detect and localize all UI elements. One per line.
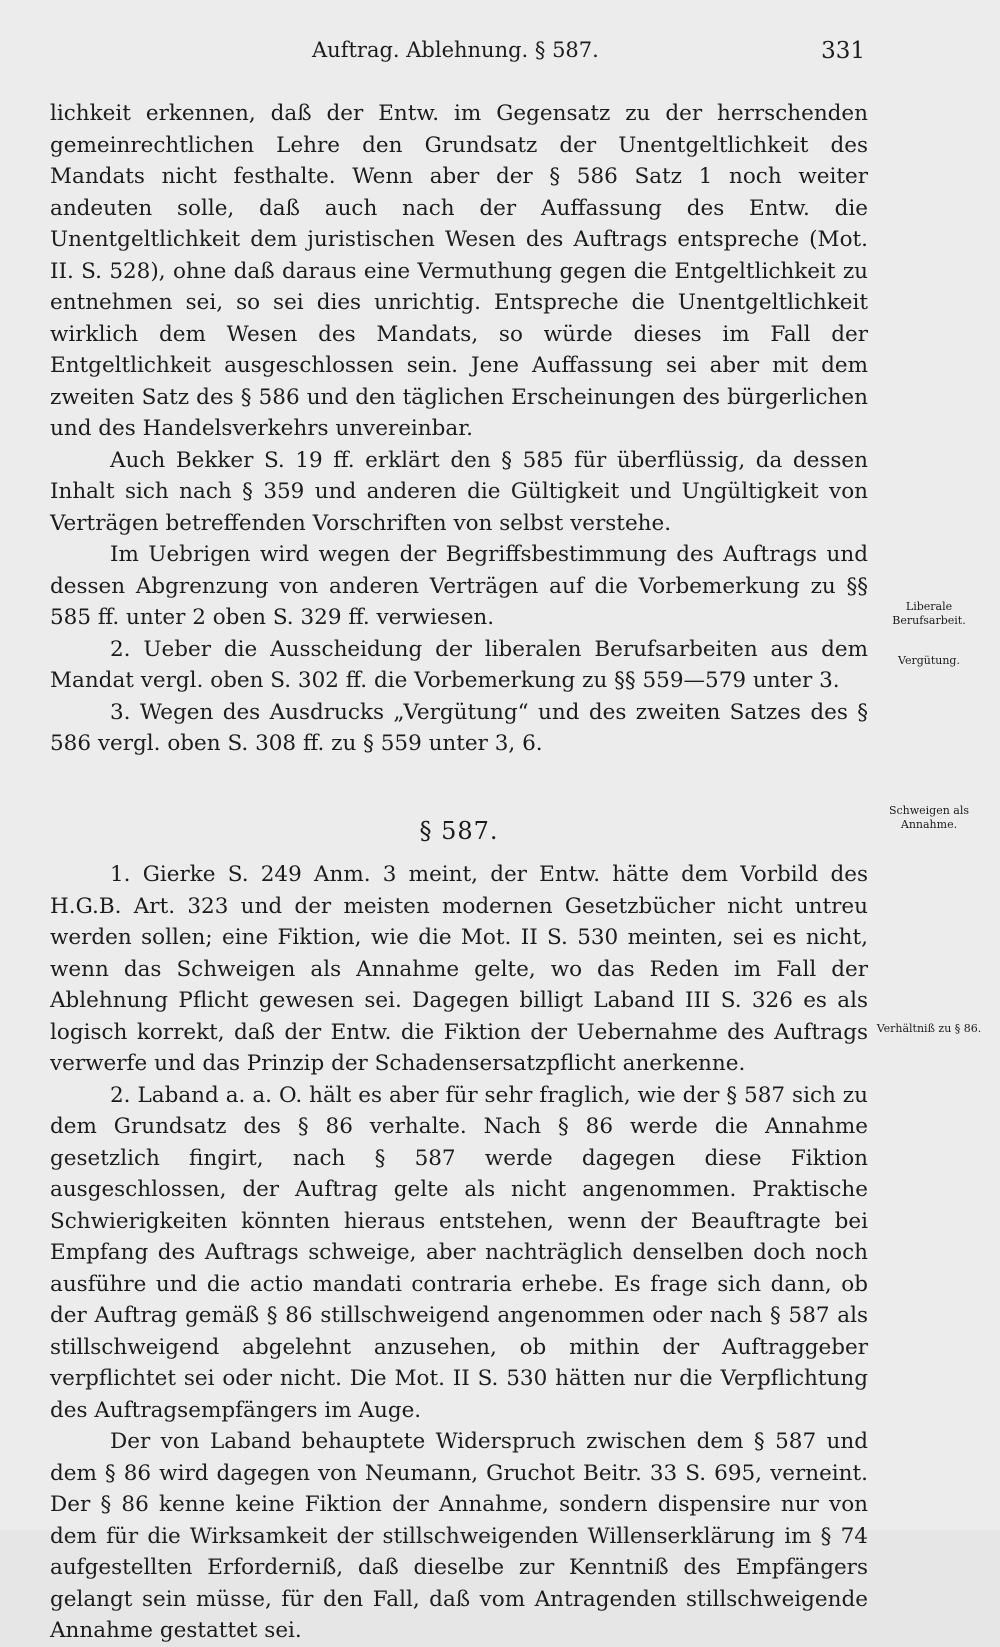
margin-note-verhaeltnis: Verhältniß zu § 86.	[876, 1022, 982, 1035]
paragraph-liberale-berufsarbeit: 2. Ueber die Ausscheidung der liberalen Berufsarbeiten aus dem Mandat vergl. oben S. 302 ff. die Vorbemerkung zu §§ 559—579 unter 3.	[50, 636, 868, 693]
paragraph-schweigen: 1. Gierke S. 249 Anm. 3 meint, der Entw. hätte dem Vorbild des H.G.B. Art. 323 und der meisten modernen Gesetzbücher nicht untreu werden sollen; eine Fiktion, wie die Mot. II S. 530 meinten, sei es nicht, wenn das Schweigen als Annahme gelte, wo das Reden im Fall der Ablehnung Pflicht gewesen sei. Dagegen billigt Laband III S. 326 es als logisch korrekt, daß der Entw. die Fiktion der Uebernahme des Auftrags verwerfe und das Prinzip der Schadensersatzpflicht anerkenne.	[50, 862, 868, 1076]
paragraph-verguetung: 3. Wegen des Ausdrucks „Vergütung“ und des zweiten Satzes des § 586 vergl. oben S. 308 ff. zu § 559 unter 3, 6.	[50, 699, 868, 756]
margin-note-liberale: Liberale Berufsarbeit.	[892, 600, 966, 627]
page-header	[300, 38, 865, 68]
paragraph: Im Uebrigen wird wegen der Begriffsbestimmung des Auftrags und dessen Abgrenzung von anderen Verträgen auf die Vorbemerkung zu §§ 585 ff. unter 2 oben S. 329 ff. verwiesen.	[50, 542, 868, 630]
running-title: Auftrag. Ablehnung. § 587.	[312, 38, 599, 62]
paragraph: Auch Bekker S. 19 ff. erklärt den § 585 für überflüssig, da dessen Inhalt sich nach § 359 und anderen die Gültigkeit und Ungültigkeit von Verträgen betreffenden Vorschriften von selbst verstehe.	[50, 447, 868, 536]
paragraph: Der von Laband behauptete Widerspruch zwischen dem § 587 und dem § 86 wird dagegen von Neumann, Gruchot Beitr. 33 S. 695, verneint. Der § 86 kenne keine Fiktion der Annahme, sondern dispensire nur von dem für die Wirksamkeit der stillschweigenden Willenserklärung im § 74 aufgestellten Erforderniß, daß dieselbe zur Kenntniß des Empfängers gelangt sein müsse, für den Fall, daß vom Antragenden stillschweigende Annahme gestattet sei.	[50, 1429, 868, 1643]
section-heading: § 587.	[419, 816, 499, 845]
paragraph: lichkeit erkennen, daß der Entw. im Gegensatz zu der herrschenden gemeinrechtlichen Lehre den Grundsatz der Unentgeltlichkeit des Mandats nicht festhalte. Wenn aber der § 586 Satz 1 noch weiter andeuten solle, daß auch nach der Auffassung des Entw. die Unentgeltlichkeit dem juristischen Wesen des Auftrags entspreche (Mot. II. S. 528), ohne daß daraus eine Vermuthung gegen die Entgeltlichkeit zu entnehmen sei, so sei dies unrichtig. Entspreche die Unentgeltlichkeit wirklich dem Wesen des Mandats, so würde dieses im Fall der Entgeltlichkeit ausgeschlossen sein. Jene Auffassung sei aber mit dem zweiten Satz des § 586 und den täglichen Erscheinungen des bürgerlichen und des Handelsverkehrs unvereinbar.	[50, 101, 868, 441]
page-number: 331	[821, 38, 865, 64]
body-text	[50, 98, 868, 1647]
margin-note-verguetung: Vergütung.	[898, 654, 960, 667]
margin-note-schweigen: Schweigen als Annahme.	[888, 804, 970, 831]
paragraph-verhaeltnis: 2. Laband a. a. O. hält es aber für sehr fraglich, wie der § 587 sich zu dem Grundsatz des § 86 verhalte. Nach § 86 werde die Annahme gesetzlich fingirt, nach § 587 werde dagegen diese Fiktion ausgeschlossen, der Auftrag gelte als nicht angenommen. Praktische Schwierigkeiten könnten hieraus entstehen, wenn der Beauftragte bei Empfang des Auftrags schweige, aber nachträglich denselben doch noch ausführe und die actio mandati contraria erhebe. Es frage sich dann, ob der Auftrag gemäß § 86 stillschweigend angenommen oder nach § 587 als stillschweigend abgelehnt anzusehen, ob mithin der Auftraggeber verpflichtet sei oder nicht. Die Mot. II S. 530 hätten nur die Verpflichtung des Auftragsempfängers im Auge.	[50, 1082, 868, 1423]
